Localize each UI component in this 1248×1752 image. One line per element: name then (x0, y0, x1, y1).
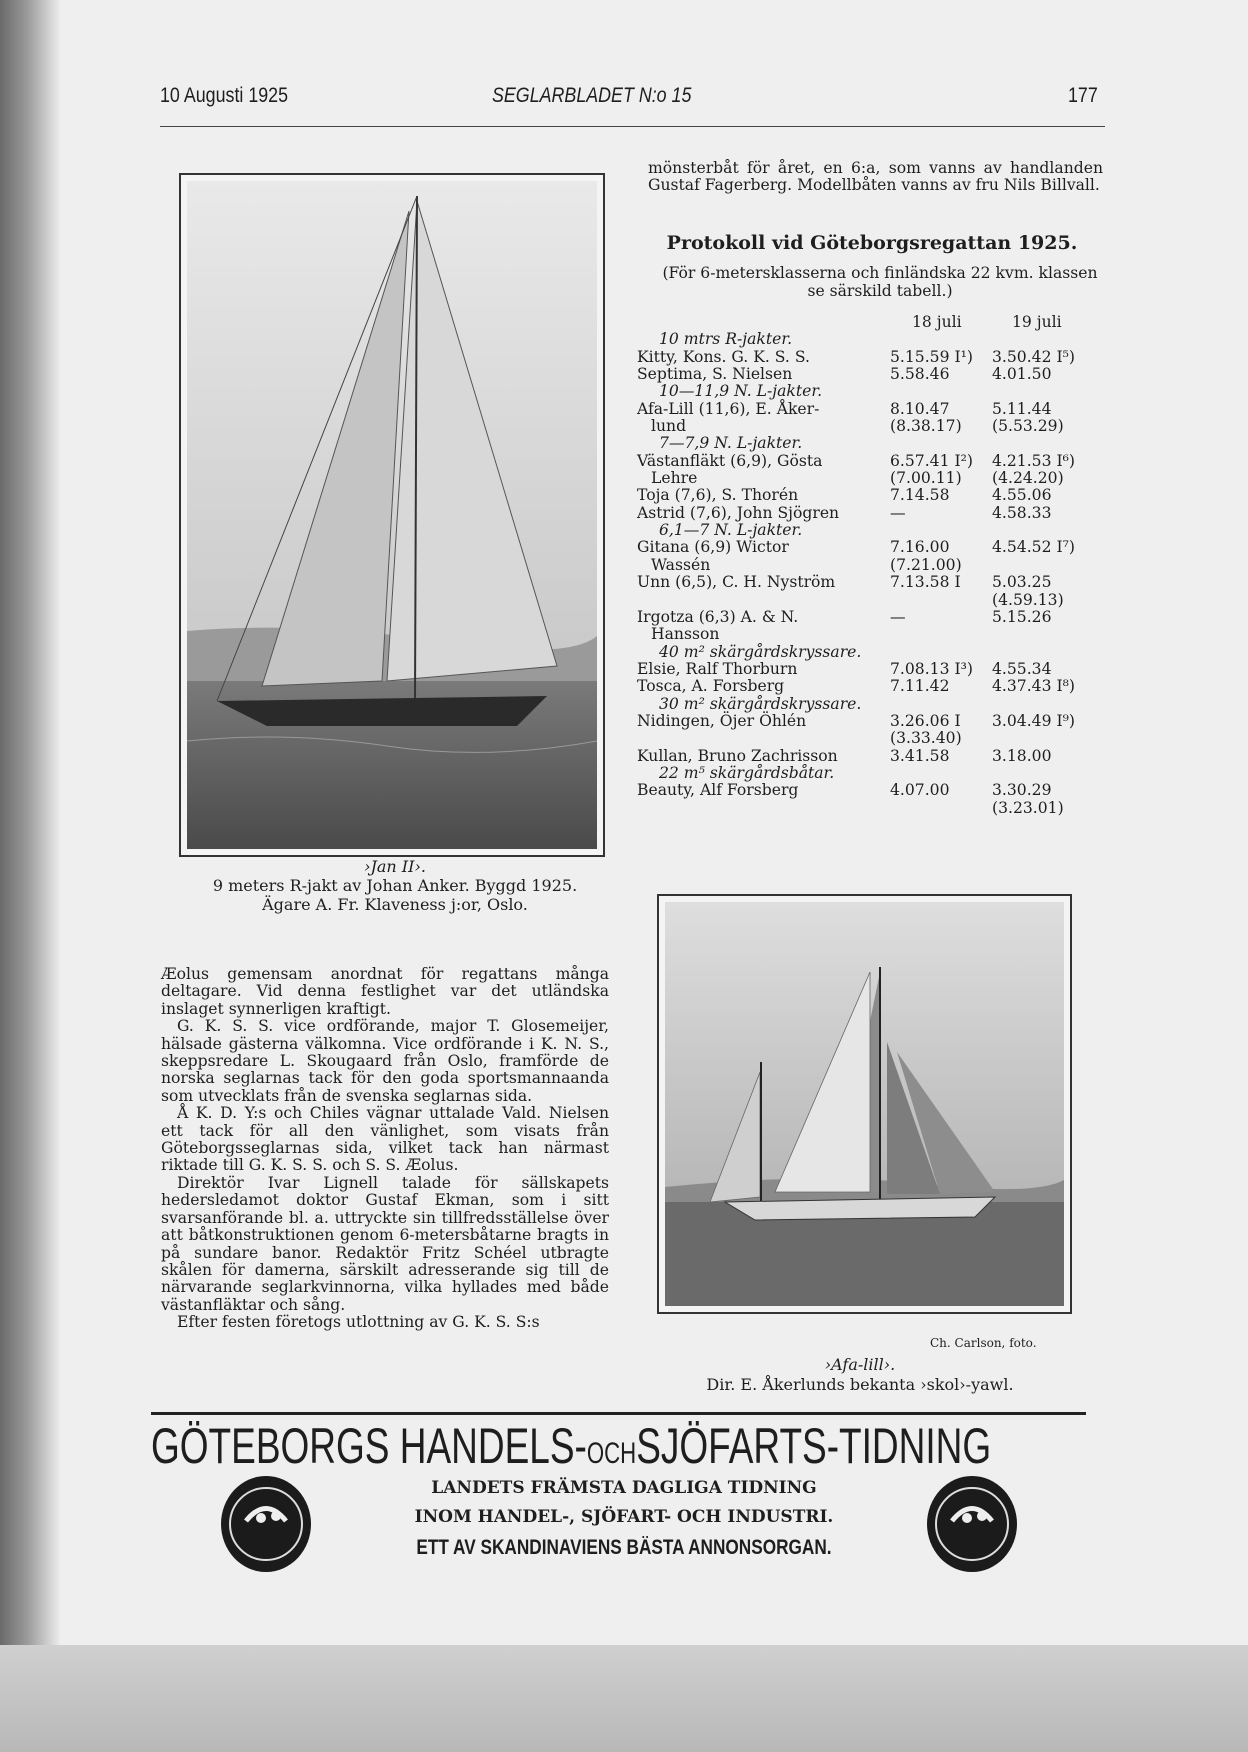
table-row (637, 418, 1107, 435)
time-19-juli-cell: 5.15.26 (992, 607, 1052, 626)
advert-title (151, 1418, 992, 1482)
boat-cell: Gitana (6,9) Wictor (637, 538, 789, 557)
time-19-juli-cell: 5.11.44 (992, 399, 1052, 418)
table-row (637, 401, 1107, 418)
newspaper-logo-icon-left (221, 1476, 311, 1572)
photo1-caption-line-1: 9 meters R-jakt av Johan Anker. Byggd 1925. (212, 876, 578, 895)
time-18-juli-cell: 3.26.06 I (890, 711, 961, 730)
time-18-juli-cell: (7.00.11) (890, 469, 962, 488)
class-heading: 10 mtrs R-jakter. (659, 330, 793, 349)
time-18-juli-cell: (3.33.40) (890, 729, 962, 748)
table-row (637, 748, 1107, 765)
time-19-juli-cell (992, 730, 1107, 747)
time-19-juli-cell: 3.50.42 I⁵) (992, 347, 1075, 366)
time-18-juli-cell: 3.41.58 (890, 746, 950, 765)
right-intro-text (648, 160, 1103, 195)
advert-line-2: INOM HANDEL-, SJÖFART- OCH INDUSTRI. (414, 1507, 834, 1527)
time-19-juli-cell: 4.55.34 (992, 659, 1052, 678)
protocol-heading: Protokoll vid Göteborgsregattan 1925. (666, 232, 1078, 254)
table-row (637, 470, 1107, 487)
table-row (637, 453, 1107, 470)
table-row (637, 592, 1107, 609)
boat-cell: Lehre (651, 469, 698, 488)
boat-cell (637, 800, 890, 817)
newspaper-logo-icon-right (927, 1476, 1017, 1572)
boat-cell: Unn (6,5), C. H. Nyström (637, 573, 836, 592)
time-19-juli-cell: (4.24.20) (992, 469, 1064, 488)
time-18-juli-cell: 6.57.41 I²) (890, 451, 973, 470)
time-19-juli-cell: 4.54.52 I⁷) (992, 538, 1075, 557)
boat-cell: Beauty, Alf Forsberg (637, 781, 799, 800)
time-19-juli-cell (992, 626, 1107, 643)
header-cell (637, 314, 890, 331)
table-row (637, 678, 1107, 695)
boat-cell: Afa-Lill (11,6), E. Åker- (637, 399, 820, 418)
time-19-juli-cell (992, 557, 1107, 574)
table-row (637, 366, 1107, 383)
class-heading: 30 m² skärgårdskryssare. (659, 694, 862, 713)
header-title: SEGLARBLADET N:o 15 (492, 84, 692, 107)
paragraph: Å K. D. Y:s och Chiles vägnar uttalade Vald. Nielsen ett tack för all den vänlighet, som visats från Göteborgsseglarnas sida, vilket tack han närmast riktade till G. K. S. S. och S. S. Æolus. (161, 1104, 609, 1175)
sailboat-photo-image (187, 181, 597, 849)
time-18-juli-cell: — (890, 607, 906, 626)
table-header-row (637, 314, 1107, 331)
scan-bottom-edge (0, 1645, 1248, 1752)
time-18-juli-cell: 7.13.58 I (890, 573, 961, 592)
paragraph: Efter festen företogs utlottning av G. K. S. S:s (177, 1313, 540, 1332)
photo2-caption-line: Dir. E. Åkerlunds bekanta ›skol›-yawl. (706, 1375, 1014, 1394)
time-19-juli-cell: 3.30.29 (992, 781, 1052, 800)
class-heading: 40 m² skärgårdskryssare. (659, 642, 862, 661)
class-heading: 10—11,9 N. L-jakter. (659, 382, 823, 401)
table-row (637, 782, 1107, 799)
advert-title-part2: SJÖFARTS-TIDNING (636, 1418, 992, 1474)
boat-cell: Septima, S. Nielsen (637, 365, 793, 384)
paragraph: Æolus gemensam anordnat för regattans många deltagare. Vid denna festlighet var det utländska inslaget synnerligen kraftigt. (161, 965, 609, 1018)
class-heading: 6,1—7 N. L-jakter. (659, 521, 803, 540)
time-19-juli-cell: (3.23.01) (992, 798, 1064, 817)
page-number: 177 (1068, 84, 1098, 107)
boat-cell: Toja (7,6), S. Thorén (637, 486, 799, 505)
table-row (637, 730, 1107, 747)
protocol-note: (För 6-metersklasserna och finländska 22 kvm. klassen se särskild tabell.) (662, 264, 1098, 300)
boat-cell: Kitty, Kons. G. K. S. S. (637, 347, 810, 366)
time-18-juli-cell: 7.16.00 (890, 538, 950, 557)
photo1-caption-title: ›Jan II›. (364, 857, 426, 876)
time-18-juli-cell: — (890, 503, 906, 522)
table-row (637, 713, 1107, 730)
time-19-juli-cell: 4.55.06 (992, 486, 1052, 505)
boat-cell: Nidingen, Öjer Öhlén (637, 711, 807, 730)
left-article-text (161, 966, 609, 1332)
table-row (637, 487, 1107, 504)
boat-cell: Hansson (651, 625, 720, 644)
time-19-juli-cell: 3.04.49 I⁹) (992, 711, 1075, 730)
advert-title-och: OCH (586, 1437, 637, 1470)
header-cell-18-juli: 18 juli (912, 313, 962, 331)
header-date: 10 Augusti 1925 (160, 84, 289, 107)
time-18-juli-cell (890, 592, 992, 609)
time-19-juli-cell: 3.18.00 (992, 746, 1052, 765)
time-18-juli-cell: (7.21.00) (890, 555, 962, 574)
class-heading: 7—7,9 N. L-jakter. (659, 434, 803, 453)
advert-title-part1: GÖTEBORGS HANDELS- (151, 1418, 587, 1474)
time-19-juli-cell: 4.21.53 I⁶) (992, 451, 1075, 470)
class-heading: 22 m⁵ skärgårdsbåtar. (659, 763, 835, 782)
boat-cell: Tosca, A. Forsberg (637, 677, 785, 696)
photo1-caption-line-2: Ägare A. Fr. Klaveness j:or, Oslo. (262, 895, 528, 914)
table-row (637, 661, 1107, 678)
table-row (637, 800, 1107, 817)
table-row (637, 626, 1107, 643)
time-18-juli-cell: 5.15.59 I¹) (890, 347, 973, 366)
boat-cell: Västanfläkt (6,9), Gösta (637, 451, 823, 470)
table-row (637, 505, 1107, 522)
photo2-caption-title: ›Afa-lill›. (824, 1355, 896, 1374)
time-18-juli-cell: 7.14.58 (890, 486, 950, 505)
time-19-juli-cell: 4.37.43 I⁸) (992, 677, 1075, 696)
time-18-juli-cell (890, 626, 992, 643)
table-row (637, 609, 1107, 626)
time-18-juli-cell: 4.07.00 (890, 781, 950, 800)
results-table (637, 314, 1107, 817)
table-row (637, 557, 1107, 574)
time-18-juli-cell: 7.08.13 I³) (890, 659, 973, 678)
boat-cell: Astrid (7,6), John Sjögren (637, 503, 840, 522)
photo-jan-ii (179, 173, 605, 857)
photo-afa-lill (657, 894, 1072, 1314)
boat-cell: lund (651, 417, 687, 436)
time-19-juli-cell: 4.58.33 (992, 503, 1052, 522)
advert-line-3: ETT AV SKANDINAVIENS BÄSTA ANNONSORGAN. (416, 1536, 832, 1559)
time-18-juli-cell: 7.11.42 (890, 677, 950, 696)
table-row (637, 539, 1107, 556)
header-rule (160, 126, 1105, 127)
advert-line-1: LANDETS FRÄMSTA DAGLIGA TIDNING (431, 1478, 817, 1498)
time-18-juli-cell (890, 800, 992, 817)
paragraph: G. K. S. S. vice ordförande, major T. Glosemeijer, hälsade gästerna välkomna. Vice ordförande i K. N. S., skeppsredare L. Skougaard från Oslo, framförde de norska seglarnas tack för den goda sportsmannaanda som utvecklats från de svenska seglarnas sida. (161, 1017, 609, 1105)
boat-cell (637, 730, 890, 747)
boat-cell: Irgotza (6,3) A. & N. (637, 607, 799, 626)
boat-cell: Elsie, Ralf Thorburn (637, 659, 798, 678)
time-18-juli-cell: 5.58.46 (890, 365, 950, 384)
yawl-photo-image (665, 902, 1064, 1306)
paragraph: mönsterbåt för året, en 6:a, som vanns av handlanden Gustaf Fagerberg. Modellbåten vanns av fru Nils Billvall. (648, 159, 1103, 195)
boat-cell (637, 592, 890, 609)
time-19-juli-cell: (5.53.29) (992, 417, 1064, 436)
boat-cell: Kullan, Bruno Zachrisson (637, 746, 838, 765)
time-19-juli-cell: 5.03.25 (992, 573, 1052, 592)
advert-rule (151, 1412, 1086, 1415)
table-row (637, 349, 1107, 366)
time-18-juli-cell: 8.10.47 (890, 399, 950, 418)
boat-cell: Wassén (651, 555, 711, 574)
time-19-juli-cell: (4.59.13) (992, 590, 1064, 609)
time-18-juli-cell: (8.38.17) (890, 417, 962, 436)
time-19-juli-cell: 4.01.50 (992, 365, 1052, 384)
paragraph: Direktör Ivar Lignell talade för sällskapets hedersledamot doktor Gustaf Ekman, som i sitt svarsanförande bl. a. uttryckte sin tillfredsställelse över att båtkonstruktionen genom 6-metersbåtarne bragts in på sundare banor. Redaktör Fritz Schéel utbragte skålen för damerna, särskilt adresserande sig till de närvarande seglarkvinnorna, vilka hyllades med både västanfläktar och sång. (161, 1173, 609, 1314)
photo-credit: Ch. Carlson, foto. (930, 1336, 1037, 1350)
table-row (637, 574, 1107, 591)
header-cell-19-juli: 19 juli (1012, 313, 1062, 331)
